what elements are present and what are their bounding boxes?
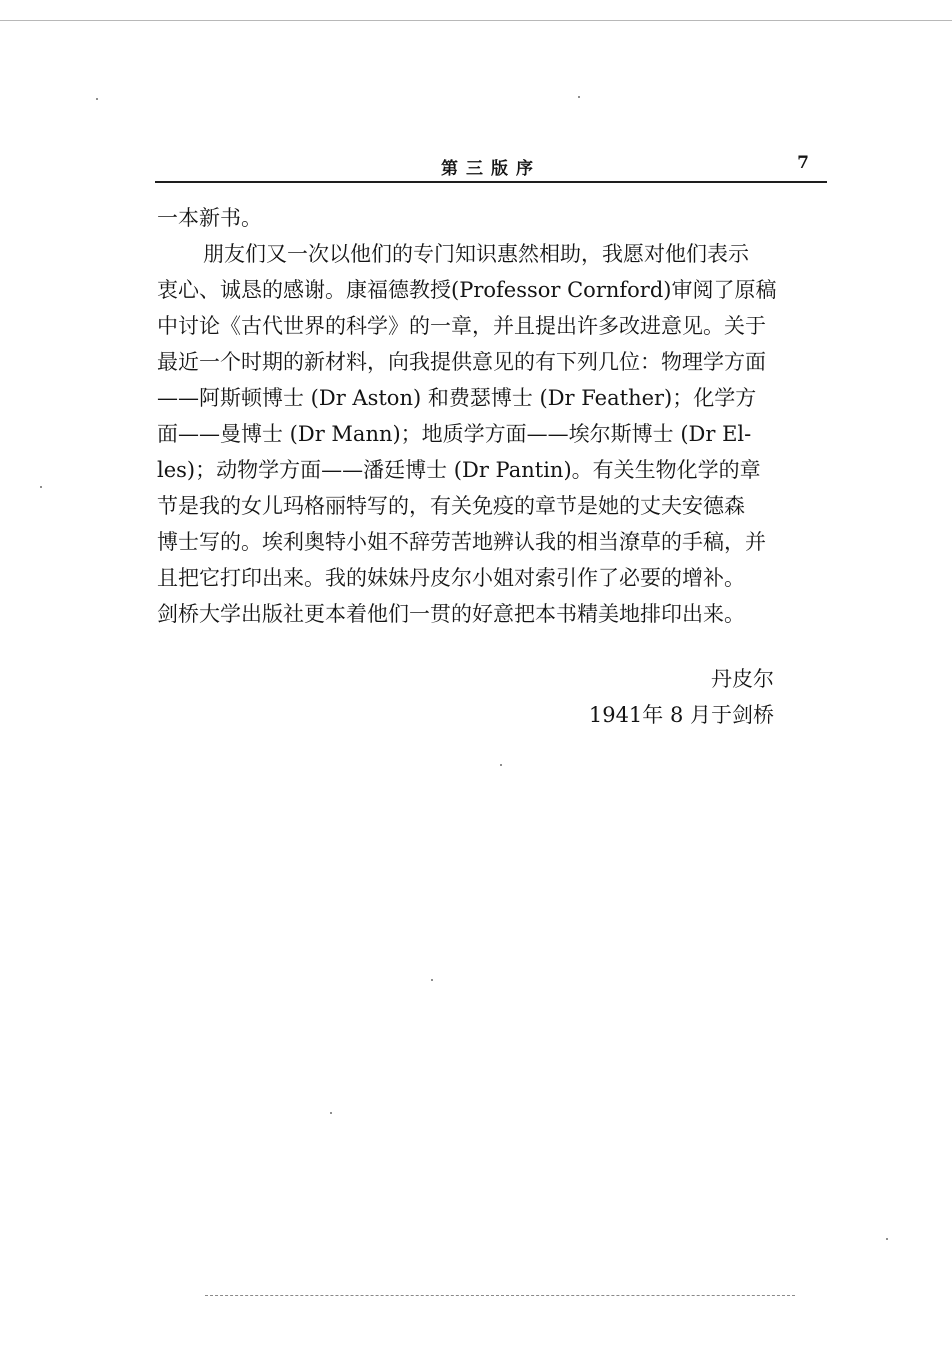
text-line: 节是我的女儿玛格丽特写的，有关免疫的章节是她的丈夫安德森 [157, 494, 745, 518]
text-line: 最近一个时期的新材料，向我提供意见的有下列几位：物理学方面 [157, 350, 766, 374]
signature-block [589, 661, 774, 733]
page-number: 7 [797, 153, 809, 173]
text-line: 中讨论《古代世界的科学》的一章，并且提出许多改进意见。关于 [157, 314, 766, 338]
scan-speck [431, 979, 433, 981]
body-text [157, 200, 827, 632]
text-line: 面——曼博士 (Dr Mann)；地质学方面——埃尔斯博士 (Dr El- [157, 422, 752, 446]
text-line: 一本新书。 [157, 206, 262, 230]
text-line: les)；动物学方面——潘廷博士 (Dr Pantin)。有关生物化学的章 [157, 458, 761, 482]
header-title: 第三版序 [441, 159, 541, 179]
scan-footer-mark [205, 1295, 795, 1296]
scan-speck [96, 98, 98, 100]
signature-date-place: 1941年 8 月于剑桥 [588, 703, 774, 727]
signature-author: 丹皮尔 [711, 667, 774, 691]
scan-edge [0, 20, 952, 21]
text-line: ——阿斯顿博士 (Dr Aston) 和费瑟博士 (Dr Feather)；化学方 [157, 386, 757, 410]
text-line: 剑桥大学出版社更本着他们一贯的好意把本书精美地排印出来。 [157, 602, 745, 626]
scan-speck [500, 764, 502, 766]
scan-speck [578, 96, 580, 98]
text-line: 博士写的。埃利奥特小姐不辞劳苦地辨认我的相当潦草的手稿，并 [157, 530, 766, 554]
header-rule [155, 181, 827, 183]
scan-speck [886, 1238, 888, 1240]
text-line: 且把它打印出来。我的妹妹丹皮尔小姐对索引作了必要的增补。 [157, 566, 745, 590]
scan-speck [40, 486, 42, 488]
text-line: 朋友们又一次以他们的专门知识惠然相助，我愿对他们表示 [203, 242, 749, 266]
scan-speck [330, 1112, 332, 1114]
text-line: 衷心、诚恳的感谢。康福德教授(Professor Cornford)审阅了原稿 [157, 278, 777, 302]
running-header [155, 150, 827, 184]
